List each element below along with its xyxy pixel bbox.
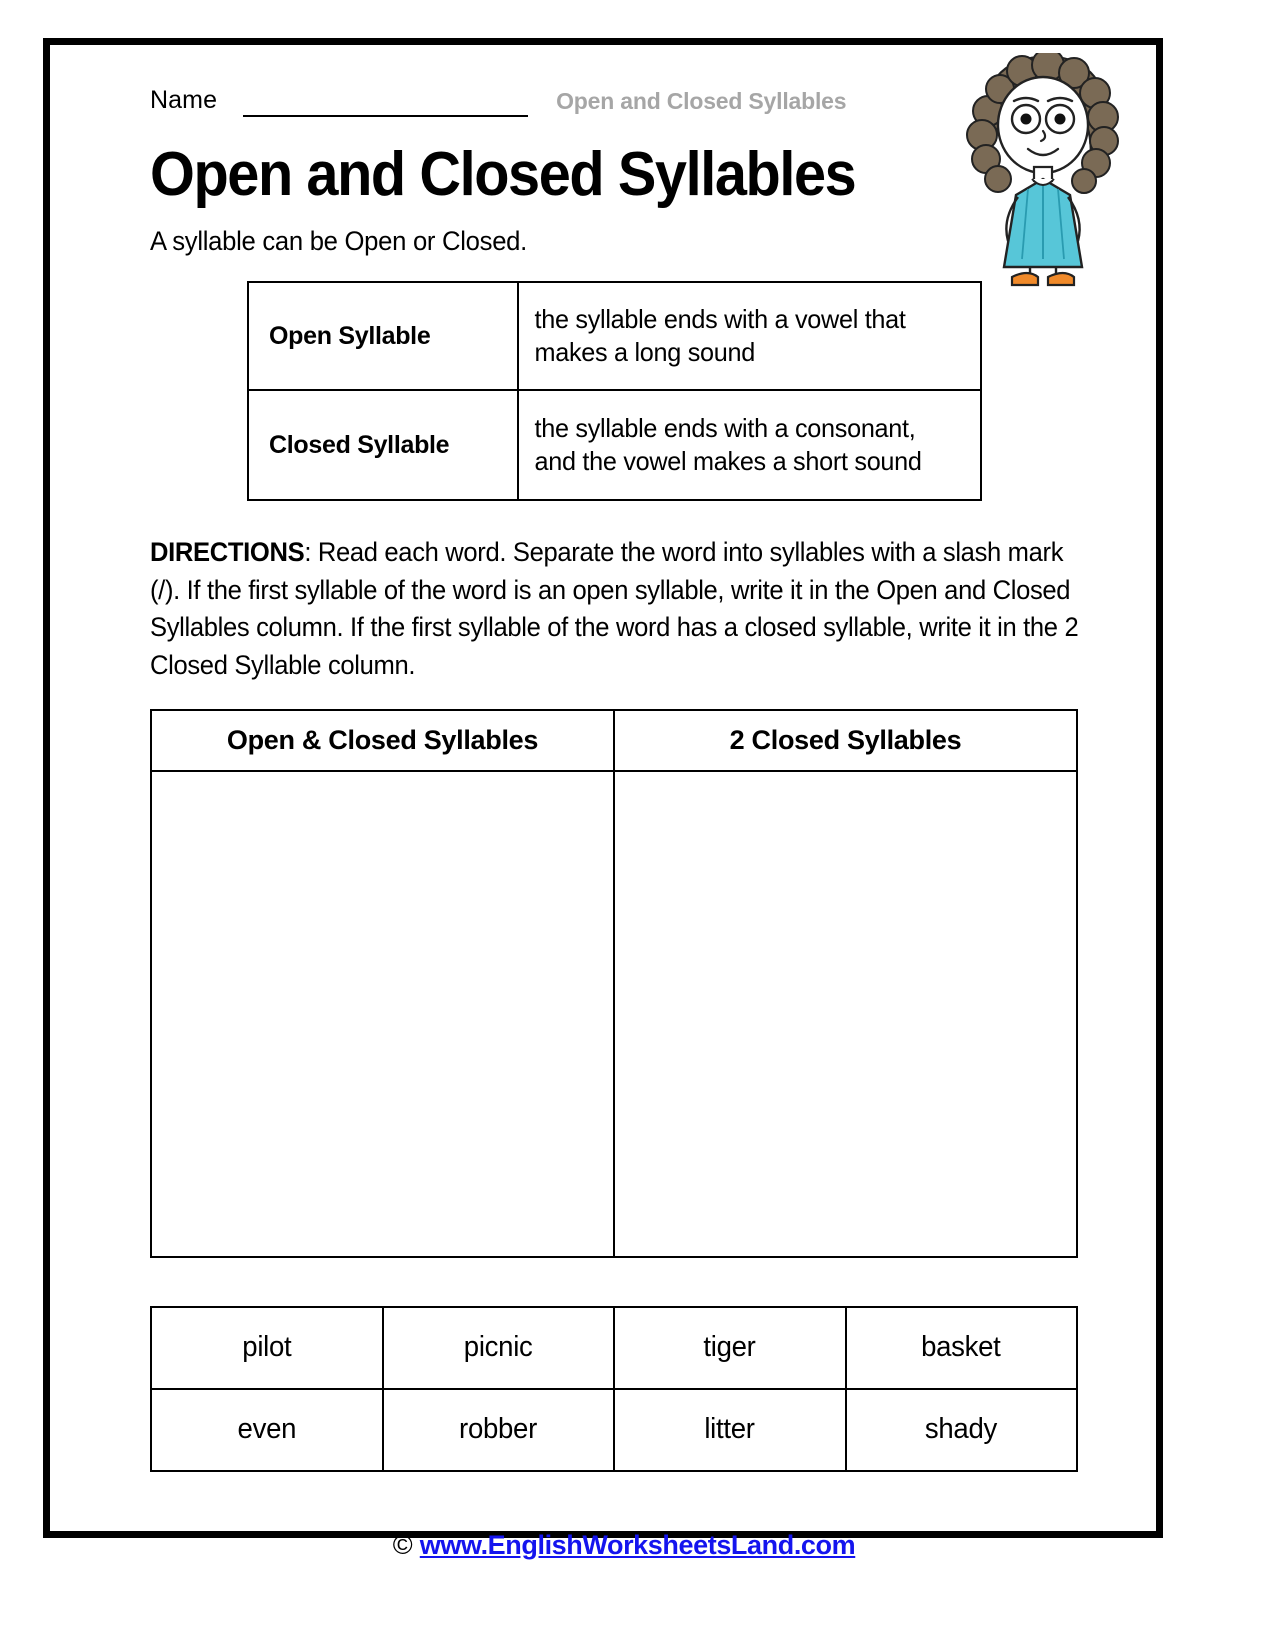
table-row	[248, 282, 981, 390]
directions-label: DIRECTIONS	[150, 537, 305, 568]
word-label: even	[237, 1413, 297, 1446]
name-input-line[interactable]	[243, 89, 528, 117]
word-label: basket	[921, 1331, 1001, 1364]
closed-syllable-definition: the syllable ends with a consonant, and the vowel makes a short sound	[518, 390, 967, 500]
word-label: tiger	[703, 1331, 756, 1364]
table-row	[151, 771, 1077, 1257]
answer-area-2-closed[interactable]	[614, 771, 1077, 1257]
answer-table	[150, 709, 1078, 1258]
column-header-2-closed: 2 Closed Syllables	[614, 710, 1077, 771]
word-cell	[383, 1389, 615, 1471]
worksheet-tag: Open and Closed Syllables	[556, 88, 847, 114]
definition-table	[247, 281, 982, 501]
open-syllable-definition: the syllable ends with a vowel that makes a long sound	[518, 282, 967, 390]
closed-syllable-term: Closed Syllable	[248, 390, 518, 500]
website-link[interactable]: www.EnglishWorksheetsLand.com	[419, 1529, 856, 1560]
word-label: picnic	[463, 1331, 533, 1364]
word-cell	[151, 1389, 383, 1471]
copyright-symbol: ©	[392, 1529, 413, 1560]
word-cell	[614, 1307, 846, 1389]
word-bank-table	[150, 1306, 1078, 1472]
directions-paragraph	[150, 534, 1091, 685]
page-subtitle: A syllable can be Open or Closed.	[150, 226, 528, 257]
directions-text: : Read each word. Separate the word into syllables with a slash mark (/). If the first syllable of the word is an open syllable, write it in the Open and Closed Syllables column. If the first syllable of the word has a closed syllable, write it in the 2 Closed Syllable column.	[150, 537, 1079, 681]
table-row	[151, 1307, 1077, 1389]
table-header-row	[151, 710, 1077, 771]
open-syllable-term: Open Syllable	[248, 282, 518, 390]
table-row	[248, 390, 981, 500]
word-cell	[383, 1307, 615, 1389]
word-cell	[846, 1307, 1078, 1389]
word-label: robber	[459, 1413, 538, 1446]
answer-area-open-closed[interactable]	[151, 771, 614, 1257]
word-label: shady	[925, 1413, 998, 1446]
word-cell	[151, 1307, 383, 1389]
word-label: litter	[704, 1413, 755, 1446]
column-header-open-closed: Open & Closed Syllables	[151, 710, 614, 771]
word-cell	[846, 1389, 1078, 1471]
name-label: Name	[150, 86, 218, 114]
table-row	[151, 1389, 1077, 1471]
footer	[150, 1530, 1098, 1561]
word-label: pilot	[242, 1331, 292, 1364]
word-cell	[614, 1389, 846, 1471]
page-title: Open and Closed Syllables	[150, 140, 856, 209]
worksheet-page	[43, 38, 1163, 1560]
